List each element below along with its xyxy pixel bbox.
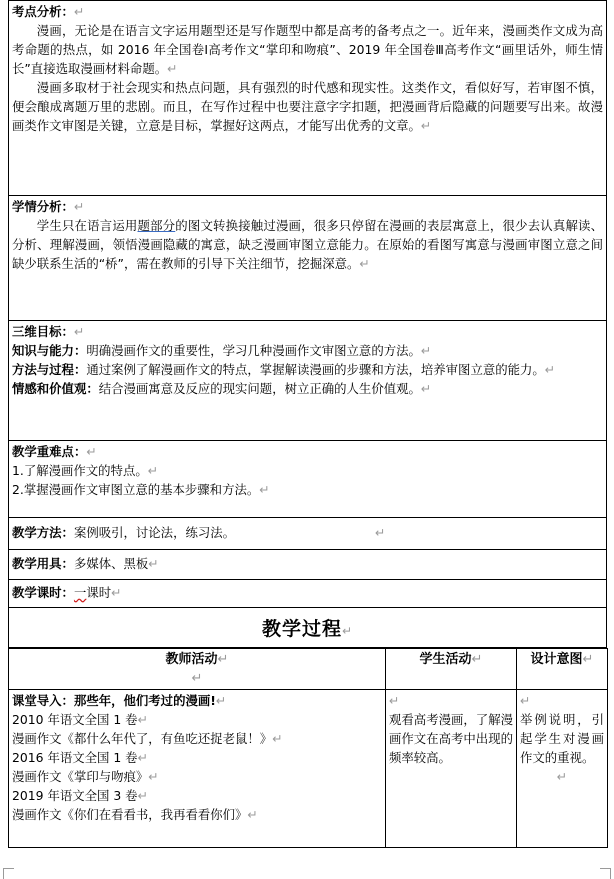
teacher-activity-cell [9, 690, 386, 848]
section-zhongdian: 教学重难点：↵ 1.了解漫画作文的特点。↵ 2.掌握漫画作文审图立意的基本步骤和方法。↵ [8, 441, 607, 518]
section-title: 学情分析： [12, 199, 74, 214]
process-title: 教学过程↵ [8, 608, 607, 648]
exam-line: 漫画作文《你们在看看书，我再看看你们》↵ [12, 807, 258, 822]
section-yongju: 教学用具：多媒体、黑板↵ [8, 550, 607, 580]
list-item: 2.掌握漫画作文审图立意的基本步骤和方法。↵ [12, 482, 270, 497]
objective-item: 情感和价值观：结合漫画寓意及反应的现实问题，树立正确的人生价值观。↵ [12, 381, 432, 396]
underlined-phrase: 题部分 [137, 218, 176, 233]
section-keshi: 教学课时：一课时↵ [8, 580, 607, 608]
paragraph: 漫画，无论是在语言文字运用题型还是写作题型中都是高考的备考点之一。近年来，漫画类作文成为高考命题的热点，如 2016 年全国卷Ⅰ高考作文“掌印和吻痕”、2019 年全国卷Ⅲ高考作文“画里话外，师生情长”直接选取漫画材料命题。↵ [12, 23, 603, 76]
table-row [9, 690, 608, 848]
exam-line: 2010 年语文全国 1 卷↵ [12, 712, 148, 727]
exam-line: 2016 年语文全国 1 卷↵ [12, 750, 148, 765]
column-header: 教师活动↵ ↵ [9, 649, 386, 690]
exam-line: 漫画作文《掌印与吻痕》↵ [12, 769, 159, 784]
section-title: 三维目标： [12, 324, 74, 339]
objective-item: 知识与能力：明确漫画作文的重要性，学习几种漫画作文审图立意的方法。↵ [12, 343, 432, 358]
design-purpose-text: 举例说明，引起学生对漫画作文的重视。 [520, 712, 604, 765]
section-title: 教学方法： [12, 525, 74, 540]
section-fangfa: 教学方法：案例吸引，讨论法，练习法。 ↵ [8, 518, 607, 550]
section-xueqing: 学情分析：↵ 学生只在语言运用题部分的图文转换接触过漫画，很多只停留在漫画的表层寓意上，很少去认真解读、分析、理解漫画，领悟漫画隐藏的寓意，缺乏漫画审图立意能力。在原始的看图写寓意与漫画审图立意之间缺少联系生活的“桥”，需在教师的引导下关注细节，挖掘深意。↵ [8, 196, 607, 321]
table-header-row [9, 649, 608, 690]
objective-item: 方法与过程：通过案例了解漫画作文的特点，掌握解读漫画的步骤和方法，培养审图立意的能力。↵ [12, 362, 556, 377]
paragraph: 漫画多取材于社会现实和热点问题，具有强烈的时代感和现实性。这类作文，看似好写，若审图不慎，便会酿成离题万里的悲剧。而且，在写作过程中也要注意字字扣题，把漫画背后隐藏的问题要写出来。故漫画类作文审图是关键，立意是目标，掌握好这两点，才能写出优秀的文章。↵ [12, 80, 603, 133]
column-header: 设计意图↵ [517, 649, 608, 690]
section-title: 教学重难点： [12, 444, 87, 459]
wavy-underlined-char: 一 [73, 585, 87, 600]
paragraph: 学生只在语言运用题部分的图文转换接触过漫画，很多只停留在漫画的表层寓意上，很少去认真解读、分析、理解漫画，领悟漫画隐藏的寓意，缺乏漫画审图立意能力。在原始的看图写寓意与漫画审图立意之间缺少联系生活的“桥”，需在教师的引导下关注细节，挖掘深意。↵ [12, 218, 604, 271]
section-kaodian [8, 0, 607, 196]
paragraph-mark: ↵ [73, 4, 85, 19]
column-header: 学生活动↵ [386, 649, 517, 690]
section-sanwei: 三维目标：↵ 知识与能力：明确漫画作文的重要性，学习几种漫画作文审图立意的方法。↵ 方法与过程：通过案例了解漫画作文的特点，掌握解读漫画的步骤和方法，培养审图立意的能力。↵ 情感和价值观：结合漫画寓意及反应的现实问题，树立正确的人生价值观。↵ [8, 321, 607, 441]
lesson-plan-sheet [8, 0, 607, 848]
student-activity-cell: ↵ 观看高考漫画，了解漫画作文在高考中出现的频率较高。 [386, 690, 517, 848]
design-purpose-cell: ↵ 举例说明，引起学生对漫画作文的重视。 ↵ [517, 690, 608, 848]
list-item: 1.了解漫画作文的特点。↵ [12, 463, 159, 478]
student-activity-text: 观看高考漫画，了解漫画作文在高考中出现的频率较高。 [389, 712, 513, 765]
process-table [8, 648, 608, 848]
section-title: 考点分析： [12, 4, 74, 19]
exam-line: 漫画作文《都什么年代了，有鱼吃还捉老鼠！》↵ [12, 731, 283, 746]
section-title: 教学用具： [12, 556, 74, 571]
intro-heading: 课堂导入：那些年，他们考过的漫画!↵ [12, 693, 227, 708]
section-title: 教学课时： [12, 585, 74, 600]
exam-line: 2019 年语文全国 3 卷↵ [12, 788, 148, 803]
